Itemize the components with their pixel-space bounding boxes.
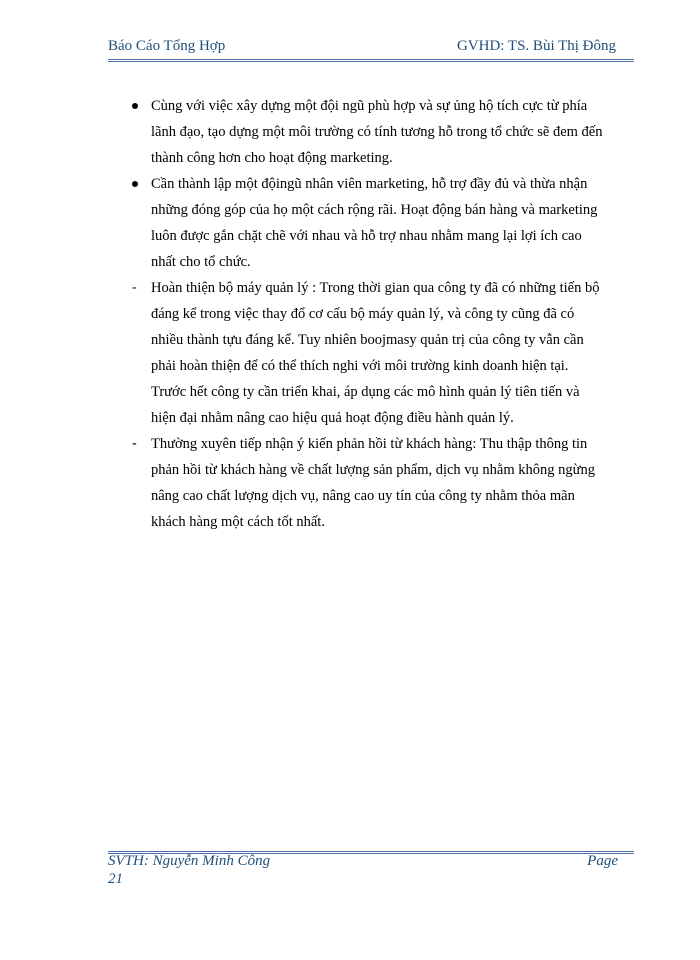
bullet-icon: [132, 181, 138, 187]
list-item: [108, 93, 634, 171]
bullet-icon: [132, 103, 138, 109]
list-item: [108, 275, 634, 431]
footer-author: SVTH: Nguyễn Minh Công: [108, 853, 271, 869]
paragraph-line: Cần thành lập một độingũ nhân viên marketing, hỗ trợ đầy đủ và thừa nhận: [151, 176, 588, 192]
list-item: [108, 171, 634, 275]
paragraph-line: lãnh đạo, tạo dựng một môi trường có tính tương hỗ trong tổ chức sẽ đem đến: [151, 124, 603, 140]
header-divider: [108, 59, 634, 62]
list-item: [108, 431, 634, 535]
paragraph-line: thành công hơn cho hoạt động marketing.: [151, 150, 393, 166]
paragraph-line: Hoàn thiện bộ máy quản lý : Trong thời gian qua công ty đã có những tiến bộ: [151, 280, 600, 296]
paragraph-line: nhiều thành tựu đáng kể. Tuy nhiên boojmasy quản trị của công ty vẫn cần: [151, 332, 584, 348]
header-advisor: GVHD: TS. Bùi Thị Đông: [456, 38, 616, 54]
dash-marker: -: [132, 436, 137, 451]
paragraph-line: Cùng với việc xây dựng một đội ngũ phù hợp và sự ủng hộ tích cực từ phía: [151, 98, 588, 114]
paragraph-line: đáng kể trong việc thay đổ cơ cấu bộ máy quản lý, và công ty cũng đã có: [151, 306, 575, 322]
paragraph-line: phải hoàn thiện để có thể thích nghi với môi trường kinh doanh hiện tại.: [151, 358, 569, 374]
paragraph-line: nâng cao chất lượng dịch vụ, nâng cao uy tín của công ty nhằm thỏa mãn: [151, 488, 575, 504]
paragraph-line: hiện đại nhằm nâng cao hiệu quả hoạt động điều hành quản lý.: [151, 410, 514, 426]
paragraph-line: Thường xuyên tiếp nhận ý kiến phản hồi từ khách hàng: Thu thập thông tin: [151, 436, 588, 452]
page-number: 21: [108, 871, 123, 887]
paragraph-line: luôn được gắn chặt chẽ với nhau và hỗ trợ nhau nhằm mang lại lợi ích cao: [151, 228, 582, 244]
paragraph-line: phản hồi từ khách hàng về chất lượng sản phẩm, dịch vụ nhằm không ngừng: [151, 462, 596, 478]
footer-page-label: Page: [587, 853, 618, 869]
page-header: [108, 38, 634, 60]
header-title: Báo Cáo Tổng Hợp: [108, 38, 226, 54]
document-body: [108, 93, 634, 535]
paragraph-line: những đóng góp của họ một cách rộng rãi. Hoạt động bán hàng và marketing: [151, 202, 598, 218]
dash-marker: -: [132, 280, 137, 295]
paragraph-line: khách hàng một cách tốt nhất.: [151, 514, 325, 530]
paragraph-line: Trước hết công ty cần triển khai, áp dụng các mô hình quản lý tiên tiến và: [151, 384, 580, 400]
paragraph-line: nhất cho tổ chức.: [151, 254, 251, 270]
